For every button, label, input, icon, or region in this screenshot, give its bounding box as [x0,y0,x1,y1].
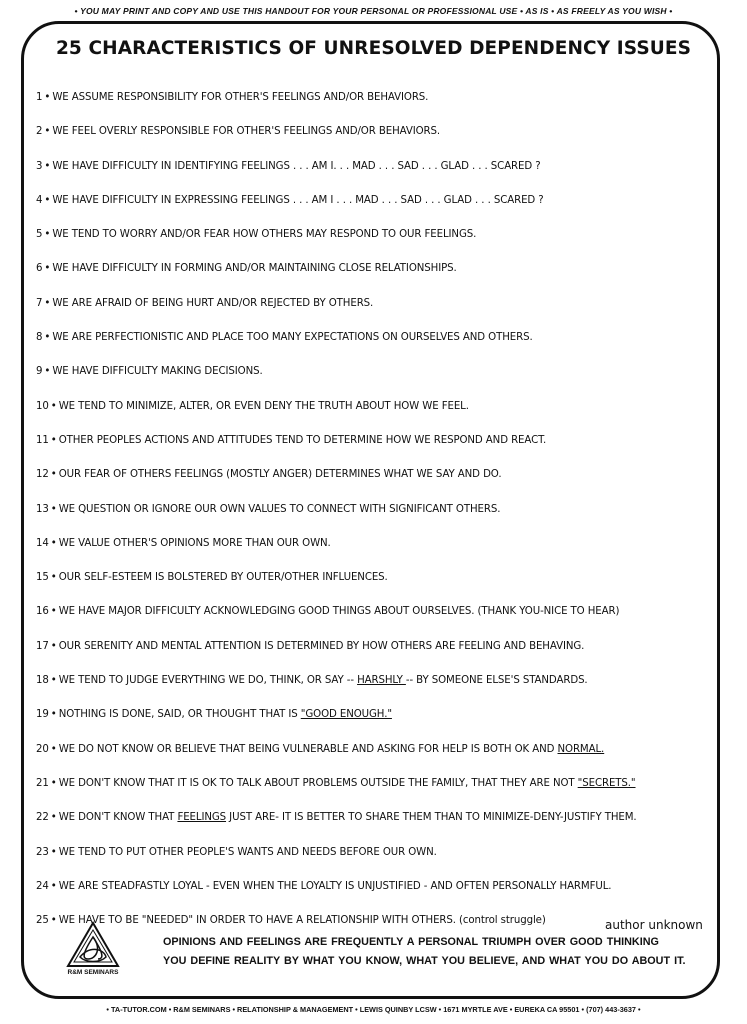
item-text: OUR FEAR OF OTHERS FEELINGS (MOSTLY ANGER) DETERMINES WHAT WE SAY AND DO. [58,469,502,481]
item-emphasis: FEELINGS [177,812,227,824]
list-item [36,228,726,262]
item-number: 16 [36,606,49,618]
characteristics-list [36,91,726,948]
item-number: 15 [36,572,49,584]
bullet: • [50,503,57,515]
list-item [36,571,726,605]
list-item [36,365,726,399]
item-emphasis: "GOOD ENOUGH." [300,709,392,721]
item-text: WE TEND TO JUDGE EVERYTHING WE DO, THINK, OR SAY -- [58,675,358,687]
item-number: 21 [36,777,49,789]
item-number: 13 [36,503,49,515]
bullet: • [44,332,51,344]
item-text: OUR SELF-ESTEEM IS BOLSTERED BY OUTER/OTHER INFLUENCES. [58,572,388,584]
item-text: WE QUESTION OR IGNORE OUR OWN VALUES TO CONNECT WITH SIGNIFICANT OTHERS. [58,503,501,515]
list-item [36,605,726,639]
item-number: 23 [36,846,49,858]
list-item [36,400,726,434]
item-text: WE ASSUME RESPONSIBILITY FOR OTHER'S FEELINGS AND/OR BEHAVIORS. [52,92,429,103]
item-text: NOTHING IS DONE, SAID, OR THOUGHT THAT IS [58,709,301,721]
item-text: OTHER PEOPLES ACTIONS AND ATTITUDES TEND TO DETERMINE HOW WE RESPOND AND REACT. [58,434,547,446]
list-item [36,743,726,777]
author-credit: author unknown [605,918,703,932]
bullet: • [44,92,51,103]
bullet: • [50,880,57,892]
bullet: • [44,297,51,309]
bullet: • [50,846,57,858]
item-text: JUST ARE- IT IS BETTER TO SHARE THEM THAN TO MINIMIZE-DENY-JUSTIFY THEM. [226,812,637,824]
item-text: WE DO NOT KNOW OR BELIEVE THAT BEING VULNERABLE AND ASKING FOR HELP IS BOTH OK AND [58,743,558,755]
list-item [36,434,726,468]
bullet: • [50,915,57,927]
item-text: WE HAVE DIFFICULTY IN IDENTIFYING FEELINGS . . . AM I. . . MAD . . . SAD . . . GLAD . . . SCARED ? [52,160,541,172]
item-number: 11 [36,434,49,446]
list-item [36,262,726,296]
bullet: • [44,263,51,275]
list-item [36,846,726,880]
bullet: • [44,366,51,378]
list-item [36,708,726,742]
closing-statement-2: YOU DEFINE REALITY BY WHAT YOU KNOW, WHAT YOU BELIEVE, AND WHAT YOU DO ABOUT IT. [163,955,686,967]
closing-statement-1: OPINIONS AND FEELINGS ARE FREQUENTLY A PERSONAL TRIUMPH OVER GOOD THINKING [163,936,659,948]
item-number: 6 [36,263,43,275]
bullet: • [44,229,51,241]
item-number: 20 [36,743,49,755]
item-text: WE TEND TO MINIMIZE, ALTER, OR EVEN DENY THE TRUTH ABOUT HOW WE FEEL. [58,400,469,412]
list-item [36,640,726,674]
item-number: 2 [36,126,43,138]
bullet: • [44,194,51,206]
item-text: OUR SERENITY AND MENTAL ATTENTION IS DETERMINED BY HOW OTHERS ARE FEELING AND BEHAVING. [58,640,585,652]
item-text: WE HAVE DIFFICULTY IN FORMING AND/OR MAINTAINING CLOSE RELATIONSHIPS. [52,263,457,275]
list-item [36,777,726,811]
bullet: • [50,400,57,412]
item-number: 19 [36,709,49,721]
item-number: 4 [36,194,43,206]
list-item [36,91,726,125]
item-emphasis: HARSHLY [357,675,406,687]
list-item [36,537,726,571]
item-text: WE FEEL OVERLY RESPONSIBLE FOR OTHER'S FEELINGS AND/OR BEHAVIORS. [52,126,441,138]
bullet: • [44,126,51,138]
bullet: • [50,606,57,618]
item-number: 17 [36,640,49,652]
item-text: WE TEND TO PUT OTHER PEOPLE'S WANTS AND NEEDS BEFORE OUR OWN. [58,846,437,858]
item-text: WE TEND TO WORRY AND/OR FEAR HOW OTHERS MAY RESPOND TO OUR FEELINGS. [52,229,477,241]
item-text: WE HAVE MAJOR DIFFICULTY ACKNOWLEDGING GOOD THINGS ABOUT OURSELVES. (THANK YOU-NICE TO HEAR) [58,606,620,618]
list-item [36,331,726,365]
usage-notice: • YOU MAY PRINT AND COPY AND USE THIS HANDOUT FOR YOUR PERSONAL OR PROFESSIONAL USE • AS IS • AS FREELY AS YOU WISH • [74,6,673,16]
item-text: WE HAVE TO BE "NEEDED" IN ORDER TO HAVE A RELATIONSHIP WITH OTHERS. (control struggle) [58,915,546,927]
item-number: 7 [36,297,43,309]
list-item [36,674,726,708]
bullet: • [50,777,57,789]
bullet: • [50,434,57,446]
item-text: WE VALUE OTHER'S OPINIONS MORE THAN OUR OWN. [58,537,331,549]
item-number: 10 [36,400,49,412]
item-number: 12 [36,469,49,481]
list-item [36,160,726,194]
item-text: WE ARE STEADFASTLY LOYAL - EVEN WHEN THE LOYALTY IS UNJUSTIFIED - AND OFTEN PERSONALLY HARMFUL. [58,880,612,892]
item-number: 22 [36,812,49,824]
list-item [36,125,726,159]
bullet: • [50,675,57,687]
item-text: -- BY SOMEONE ELSE'S STANDARDS. [405,675,588,687]
item-number: 25 [36,915,49,927]
list-item [36,503,726,537]
footer-contact: • TA-TUTOR.COM • R&M SEMINARS • RELATIONSHIP & MANAGEMENT • LEWIS QUINBY LCSW • 1671 MYRTLE AVE • EUREKA CA 95501 • (707) 443-3637 • [106,1005,641,1014]
item-number: 18 [36,675,49,687]
item-text: WE ARE PERFECTIONISTIC AND PLACE TOO MANY EXPECTATIONS ON OURSELVES AND OTHERS. [52,332,533,344]
item-emphasis: "SECRETS." [577,777,636,789]
item-text: WE HAVE DIFFICULTY MAKING DECISIONS. [52,366,263,378]
item-number: 24 [36,880,49,892]
item-text: WE HAVE DIFFICULTY IN EXPRESSING FEELINGS . . . AM I . . . MAD . . . SAD . . . GLAD . . . SCARED ? [52,194,544,206]
item-text: WE ARE AFRAID OF BEING HURT AND/OR REJECTED BY OTHERS. [52,297,374,309]
bullet: • [50,743,57,755]
bullet: • [50,709,57,721]
bullet: • [50,537,57,549]
logo-label: R&M SEMINARS [67,969,119,976]
bullet: • [44,160,51,172]
list-item [36,811,726,845]
list-item [36,880,726,914]
bullet: • [50,812,57,824]
item-number: 14 [36,537,49,549]
bullet: • [50,640,57,652]
bullet: • [50,469,57,481]
item-emphasis: NORMAL. [557,743,605,755]
item-text: WE DON'T KNOW THAT [58,812,178,824]
page-title: 25 CHARACTERISTICS OF UNRESOLVED DEPENDENCY ISSUES [55,38,692,59]
item-number: 9 [36,366,43,378]
item-number: 5 [36,229,43,241]
bullet: • [50,572,57,584]
item-number: 1 [36,92,43,103]
item-number: 3 [36,160,43,172]
item-text: WE DON'T KNOW THAT IT IS OK TO TALK ABOUT PROBLEMS OUTSIDE THE FAMILY, THAT THEY ARE NOT [58,777,578,789]
list-item [36,468,726,502]
list-item [36,297,726,331]
list-item [36,194,726,228]
item-number: 8 [36,332,43,344]
